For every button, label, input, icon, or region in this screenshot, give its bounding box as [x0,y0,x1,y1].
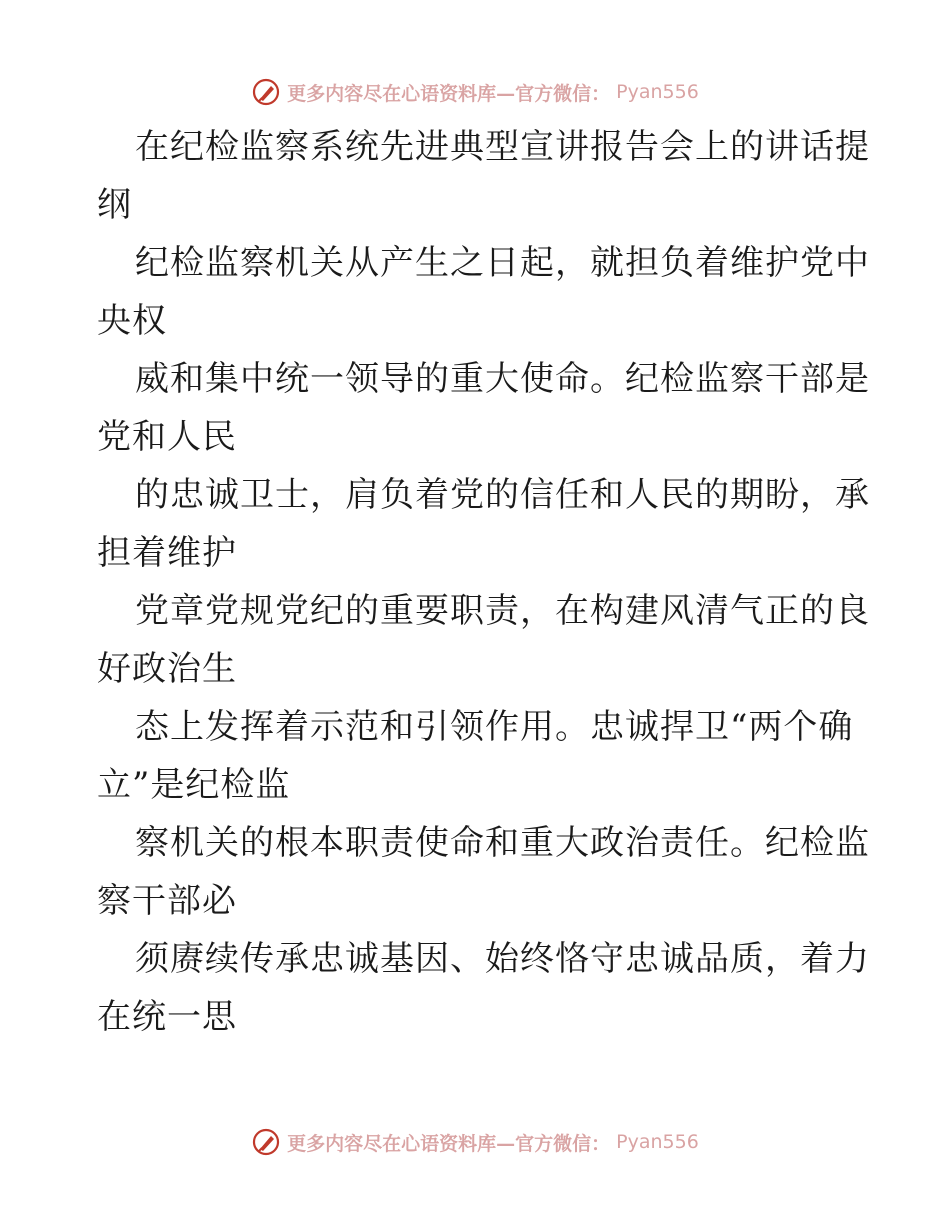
text-line: 央权 [97,301,167,341]
header-watermark [0,72,950,112]
text-line: 威和集中统一领导的重大使命。纪检监察干部是 [135,359,870,399]
footer-watermark [0,1122,950,1162]
quill-pen-logo-icon [251,77,281,107]
watermark-contact: Pyan556 [616,1131,699,1153]
text-line: 在统一思 [97,997,237,1037]
watermark-text: 更多内容尽在心语资料库—官方微信： [287,82,611,105]
text-line: 党和人民 [97,417,237,457]
text-line: 党章党规党纪的重要职责，在构建风清气正的良 [135,591,870,631]
text-line: 担着维护 [97,533,237,573]
text-line: 态上发挥着示范和引领作用。忠诚捍卫“两个确 [135,707,854,747]
text-line: 纲 [97,185,132,225]
text-line: 察机关的根本职责使命和重大政治责任。纪检监 [135,823,870,863]
watermark-text: 更多内容尽在心语资料库—官方微信： [287,1132,611,1155]
watermark-contact: Pyan556 [616,81,699,103]
quill-pen-logo-icon [251,1127,281,1157]
text-line: 在纪检监察系统先进典型宣讲报告会上的讲话提 [135,127,870,167]
text-line: 好政治生 [97,649,237,689]
document-body [97,118,870,1046]
text-line: 的忠诚卫士，肩负着党的信任和人民的期盼，承 [135,475,870,515]
text-line: 须赓续传承忠诚基因、始终恪守忠诚品质，着力 [135,939,870,979]
text-line: 纪检监察机关从产生之日起，就担负着维护党中 [135,243,870,283]
text-line: 察干部必 [97,881,237,921]
text-line: 立”是纪检监 [97,765,291,805]
